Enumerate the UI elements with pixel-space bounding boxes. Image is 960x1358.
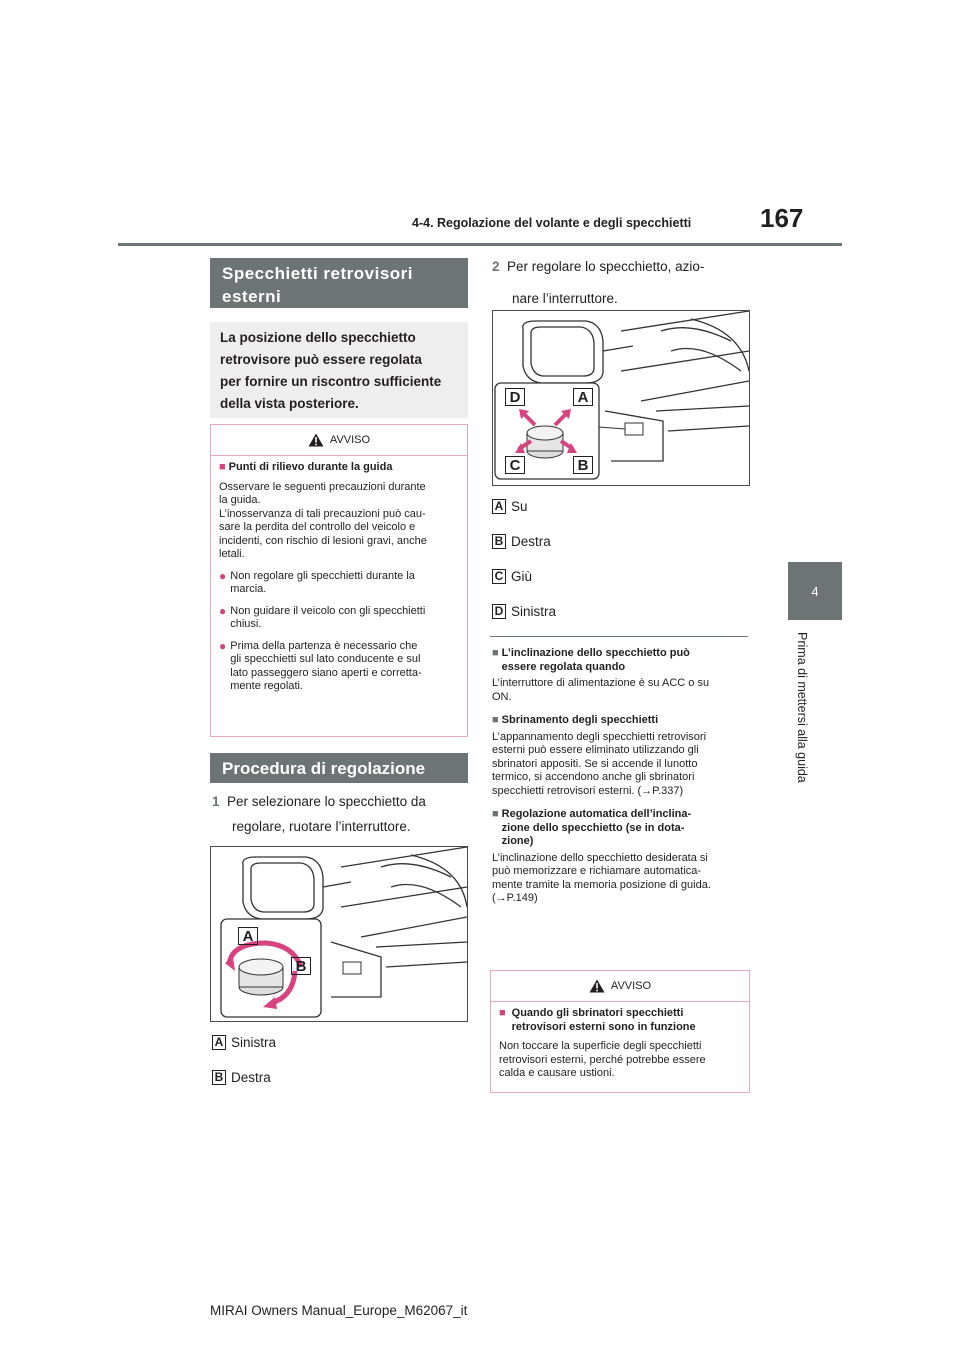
step-number: 1 [212, 794, 220, 809]
text-line: sbrinatori appositi. Se si accende il lunotto [492, 757, 698, 770]
text-line: mente tramite la memoria posizione di guida. [492, 878, 711, 891]
text-line: L’interruttore di alimentazione è su ACC o su [492, 677, 710, 689]
legend-text: Destra [231, 1069, 271, 1085]
legend-2 [492, 497, 556, 620]
legend-key: D [492, 604, 506, 619]
step-text: regolare, ruotare l’interruttore. [232, 819, 411, 834]
text-line: calda e causare ustioni. [499, 1067, 615, 1079]
legend-item [492, 532, 556, 550]
figure-callout-b: B [291, 957, 311, 975]
chapter-title: Prima di mettersi alla guida [795, 632, 809, 783]
warning-text [499, 1040, 741, 1081]
intro-line: per fornire un riscontro sufficiente [220, 374, 442, 389]
step-text: Per selezionare lo specchietto da [227, 794, 426, 809]
note-title [492, 714, 748, 728]
text-line: L’appannamento degli specchietti retrovisori [492, 730, 707, 743]
text-line: essere regolata quando [501, 660, 626, 673]
square-bullet-icon: ■ [492, 714, 499, 726]
legend-text: Giù [511, 568, 533, 584]
text-line: specchietti retrovisori esterni. (→P.337) [492, 784, 684, 797]
text-line: Non toccare la superficie degli specchietti [499, 1040, 702, 1052]
circle-bullet-icon: ● [219, 603, 227, 618]
figure-callout-a: A [573, 388, 593, 406]
legend-1 [212, 1033, 276, 1086]
text-line: Sbrinamento degli specchietti [501, 714, 659, 726]
square-bullet-icon: ■ [499, 1007, 506, 1019]
intro-line: La posizione dello specchietto [220, 330, 416, 345]
text-line: incidenti, con rischio di lesioni gravi, anche [219, 534, 427, 547]
legend-key: C [492, 569, 506, 584]
legend-key: B [212, 1070, 226, 1085]
circle-bullet-icon: ● [219, 638, 227, 653]
header-rule [118, 243, 842, 246]
running-header-title: 4-4. Regolazione del volante e degli specchietti [412, 216, 692, 230]
legend-item [212, 1033, 276, 1051]
section-heading-mirrors [210, 258, 468, 308]
legend-key: A [212, 1035, 226, 1050]
legend-text: Destra [511, 533, 551, 549]
warning-bullet [219, 640, 459, 694]
warning-triangle-icon [308, 433, 324, 447]
warning-triangle-icon [589, 979, 605, 993]
note-title [492, 808, 748, 849]
text-line: L’inosservanza di tali precauzioni può cau- [219, 507, 426, 520]
section-heading-line: esterni [222, 287, 282, 306]
notes-divider [490, 636, 748, 637]
warning-header [491, 971, 749, 1002]
notes [492, 647, 748, 906]
legend-item [212, 1068, 276, 1086]
square-bullet-icon: ■ [219, 461, 226, 473]
text-line: chiusi. [230, 618, 262, 630]
square-bullet-icon: ■ [492, 808, 499, 820]
note-body [492, 731, 748, 799]
text-line: Prima della partenza è necessario che [230, 639, 418, 652]
figure-callout-a: A [238, 927, 258, 945]
text-line: retrovisori esterni sono in funzione [511, 1020, 696, 1033]
figure-callout-b: B [573, 456, 593, 474]
text-line: L’inclinazione dello specchietto può [501, 647, 690, 659]
warning-label: AVVISO [329, 434, 371, 446]
section-heading-procedure: Procedura di regolazione [210, 753, 468, 783]
text-line: Non guidare il veicolo con gli specchietti [230, 604, 426, 617]
note-body [492, 852, 748, 906]
warning-text [219, 481, 459, 562]
text-line: sare la perdita del controllo del veicolo e [219, 521, 416, 533]
text-line: lato passeggero siano aperti e corretta- [230, 666, 422, 679]
warning-title [219, 461, 459, 475]
warning-header [211, 425, 467, 456]
legend-text: Sinistra [511, 603, 557, 619]
figure-callout-d: D [505, 388, 525, 406]
step-text: nare l’interruttore. [512, 291, 618, 306]
footer-text: MIRAI Owners Manual_Europe_M62067_it [210, 1303, 468, 1318]
text-line: Non regolare gli specchietti durante la [230, 569, 415, 582]
text-line: termico, si accendono anche gli sbrinatori [492, 771, 695, 783]
circle-bullet-icon: ● [219, 568, 227, 583]
text-line: Osservare le seguenti precauzioni durante [219, 480, 426, 493]
text-line: Regolazione automatica dell’inclina- [501, 808, 692, 820]
intro-line: retrovisore può essere regolata [220, 352, 422, 367]
figure-mirror-adjust [492, 310, 750, 486]
step-text: Per regolare lo specchietto, azio- [507, 259, 705, 274]
text-line: ON. [492, 690, 512, 703]
chapter-number: 4 [811, 583, 819, 599]
warning-box [210, 424, 468, 737]
legend-text: Su [511, 498, 528, 514]
note-title [492, 647, 748, 674]
warning-title-text: Punti di rilievo durante la guida [228, 461, 393, 473]
text-line: zione dello specchietto (se in dota- [501, 821, 685, 834]
legend-text: Sinistra [231, 1034, 277, 1050]
text-line: marcia. [230, 583, 267, 595]
figure-mirror-select [210, 846, 468, 1022]
text-line: L’inclinazione dello specchietto desiderata si [492, 851, 708, 864]
text-line: la guida. [219, 494, 261, 506]
step-number: 2 [492, 259, 500, 274]
step-1 [212, 789, 472, 839]
legend-key: B [492, 534, 506, 549]
text-line: gli specchietti sul lato conducente e sul [230, 653, 421, 665]
intro-box [210, 322, 468, 418]
chapter-tab [788, 562, 842, 620]
text-line: (→P.149) [492, 892, 538, 904]
legend-item [492, 497, 556, 515]
legend-key: A [492, 499, 506, 514]
warning-bullet [219, 605, 459, 632]
warning-box [490, 970, 750, 1093]
text-line: letali. [219, 548, 245, 560]
text-line: Quando gli sbrinatori specchietti [511, 1007, 684, 1019]
square-bullet-icon: ■ [492, 647, 499, 659]
warning-bullet [219, 570, 459, 597]
text-line: esterni può essere eliminato utilizzando gli [492, 744, 699, 756]
page-number: 167 [760, 203, 804, 233]
text-line: zione) [501, 835, 534, 847]
text-line: retrovisori esterni, perché potrebbe essere [499, 1053, 706, 1066]
figure-callout-c: C [505, 456, 525, 474]
legend-item [492, 567, 556, 585]
note-body [492, 677, 748, 704]
warning-label: AVVISO [610, 980, 652, 992]
intro-line: della vista posteriore. [220, 396, 359, 411]
chapter-side-label [791, 632, 811, 812]
legend-item [492, 602, 556, 620]
text-line: può memorizzare e richiamare automatica- [492, 865, 702, 877]
mirror-adjust-illustration [493, 311, 749, 485]
text-line: mente regolati. [230, 680, 304, 692]
warning-title [499, 1007, 741, 1034]
step-2 [492, 254, 752, 311]
section-heading-line: Specchietti retrovisori [222, 264, 414, 283]
